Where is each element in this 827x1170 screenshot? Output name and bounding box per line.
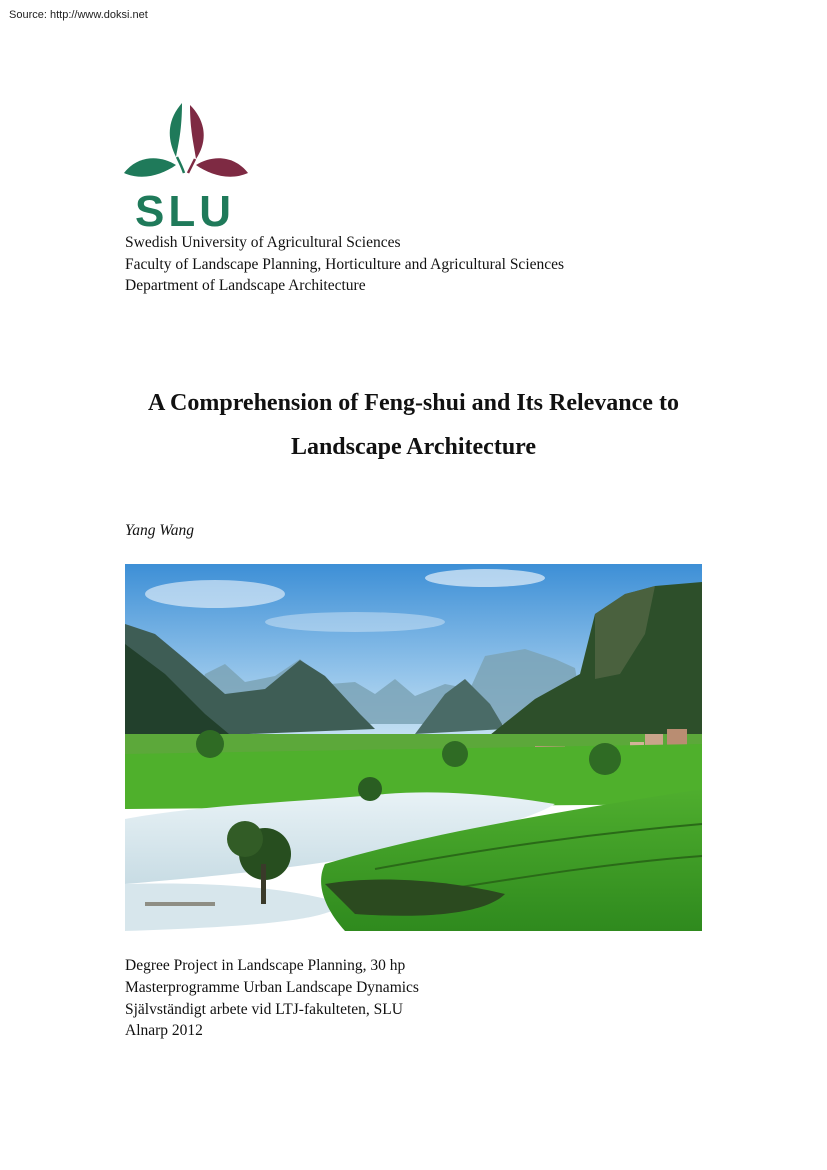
- tree: [196, 730, 224, 758]
- logo-maroon-leaf-upper: [190, 105, 204, 159]
- document-title: [0, 381, 827, 469]
- title-line-1: A Comprehension of Feng-shui and Its Relevance to: [148, 390, 679, 416]
- logo-wordmark: SLU: [135, 187, 235, 229]
- degree-project-line: Degree Project in Landscape Planning, 30 hp: [125, 957, 406, 974]
- village-house: [645, 734, 663, 746]
- affiliation-block: [125, 232, 564, 297]
- cloud: [425, 569, 545, 587]
- cover-photo-landscape: [125, 564, 702, 931]
- logo-green-leaf-upper: [170, 103, 182, 157]
- title-line-2: Landscape Architecture: [290, 434, 537, 460]
- logo-stem-left: [177, 157, 184, 173]
- university-name: Swedish University of Agricultural Sciences: [125, 234, 401, 251]
- place-year-line: Alnarp 2012: [125, 1022, 203, 1040]
- tree: [442, 741, 468, 767]
- logo-green-leaf-lower: [124, 158, 176, 176]
- cloud: [265, 612, 445, 632]
- faculty-work-line: Självständigt arbete vid LTJ-fakulteten, SLU: [125, 1000, 403, 1018]
- degree-info-block: [125, 955, 419, 1042]
- tree: [227, 821, 263, 857]
- footbridge: [145, 902, 215, 906]
- cloud: [145, 580, 285, 608]
- source-line: Source: http://www.doksi.net: [9, 9, 148, 21]
- logo-stem-right: [188, 159, 195, 173]
- author-name: Yang Wang: [125, 522, 195, 539]
- logo-maroon-leaf-lower: [196, 158, 248, 176]
- department-name: Department of Landscape Architecture: [125, 277, 366, 295]
- tree: [358, 777, 382, 801]
- tree: [589, 743, 621, 775]
- slu-logo: [124, 101, 250, 229]
- landscape-illustration: [125, 564, 702, 931]
- tree-trunk: [261, 864, 266, 904]
- programme-line: Masterprogramme Urban Landscape Dynamics: [125, 978, 419, 996]
- slu-logo-mark: [124, 101, 250, 229]
- lower-left-water: [125, 884, 345, 931]
- village-house: [667, 729, 687, 745]
- faculty-name: Faculty of Landscape Planning, Horticulture and Agricultural Sciences: [125, 255, 565, 273]
